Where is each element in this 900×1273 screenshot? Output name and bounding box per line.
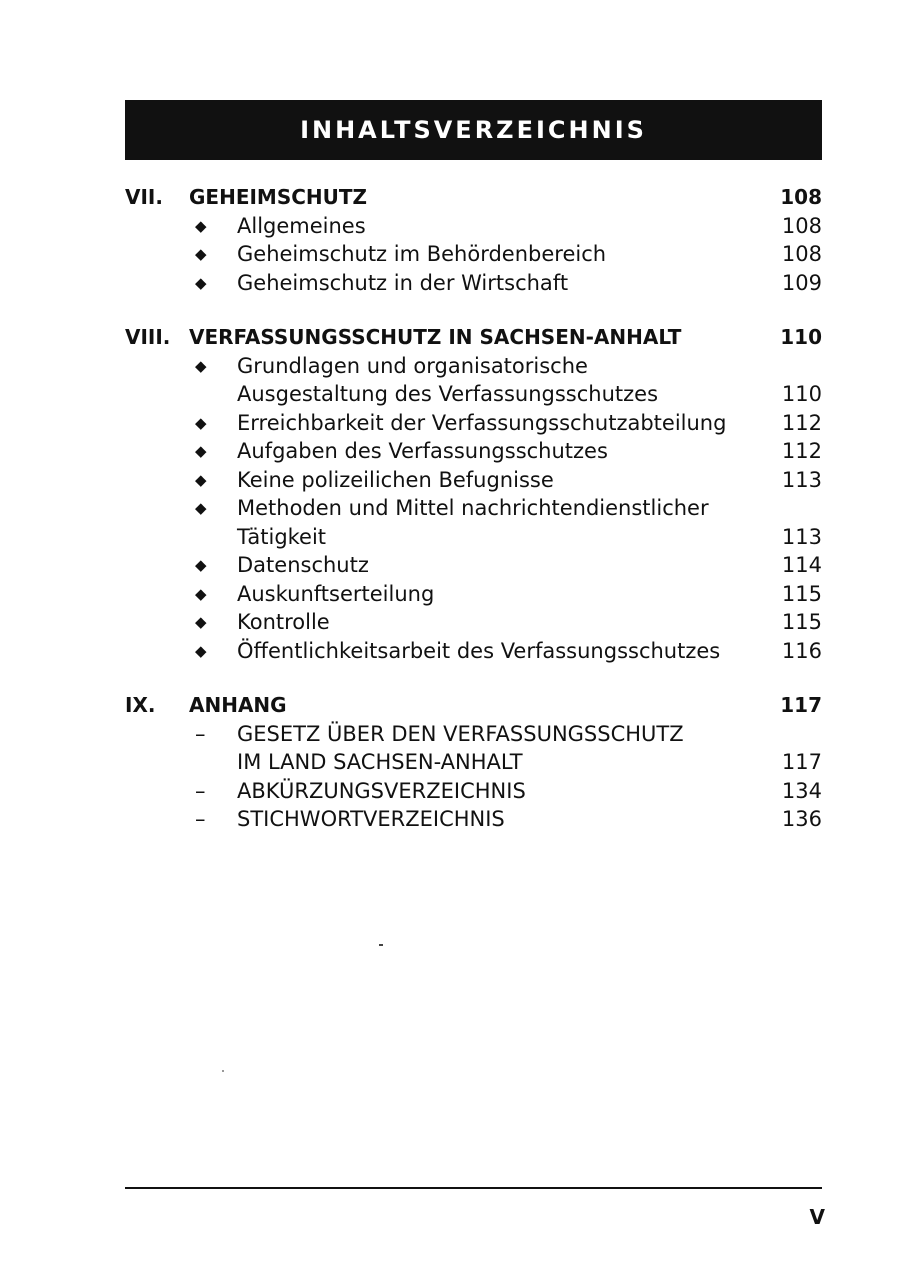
- section-page-number: 117: [780, 693, 822, 717]
- entry-line: [125, 380, 762, 409]
- entry-text: [125, 494, 762, 551]
- diamond-bullet-icon: ◆: [195, 613, 207, 631]
- entry-label: Tätigkeit: [237, 524, 327, 549]
- toc-section: [125, 183, 822, 297]
- entry-line: [125, 551, 762, 580]
- diamond-bullet-icon: ◆: [195, 413, 207, 432]
- section-title: ANHANG: [189, 693, 287, 717]
- toc-entry[interactable]: [125, 409, 822, 438]
- entry-label: Allgemeines: [237, 213, 366, 238]
- entry-page-number: 116: [781, 638, 822, 663]
- entry-text: [125, 212, 762, 241]
- entry-label: IM LAND SACHSEN-ANHALT: [237, 750, 523, 774]
- entry-label: Kontrolle: [237, 610, 330, 634]
- entry-page-number: 113: [781, 467, 822, 492]
- toc-entry[interactable]: [125, 805, 822, 834]
- entry-text: [125, 466, 762, 495]
- entry-text: [125, 240, 762, 269]
- entry-text: [125, 637, 762, 666]
- entry-line: [125, 494, 762, 523]
- entry-label: Auskunftserteilung: [237, 581, 435, 606]
- diamond-bullet-icon: ◆: [195, 216, 207, 235]
- table-of-contents: [125, 183, 822, 860]
- entry-line: [125, 409, 762, 438]
- toc-entry[interactable]: [125, 240, 822, 269]
- dash-icon: –: [195, 778, 206, 803]
- entry-page-number: 117: [781, 750, 822, 774]
- entry-text: [125, 580, 762, 609]
- indent-spacer: [125, 748, 237, 777]
- toc-entry[interactable]: [125, 437, 822, 466]
- entry-page-number: 112: [781, 439, 822, 463]
- toc-entry[interactable]: [125, 352, 822, 409]
- entry-line: [125, 608, 762, 637]
- toc-entry[interactable]: [125, 777, 822, 806]
- dash-icon: –: [195, 721, 206, 746]
- toc-entry[interactable]: [125, 551, 822, 580]
- scan-speck: [222, 1070, 224, 1072]
- entry-label: Geheimschutz in der Wirtschaft: [237, 270, 569, 295]
- entry-page-number: 110: [781, 382, 822, 406]
- entry-label: STICHWORTVERZEICHNIS: [237, 807, 505, 831]
- indent-spacer: [125, 523, 237, 552]
- entry-line: [125, 240, 762, 269]
- diamond-bullet-icon: ◆: [195, 442, 207, 460]
- scan-speck: [379, 944, 383, 946]
- toc-section: [125, 323, 822, 665]
- entry-line: [125, 437, 762, 466]
- diamond-bullet-icon: ◆: [195, 273, 207, 292]
- toc-entry[interactable]: [125, 269, 822, 298]
- entry-text: [125, 805, 762, 834]
- entry-page-number: 113: [781, 524, 822, 549]
- entry-page-number: 109: [781, 270, 822, 295]
- diamond-bullet-icon: ◆: [195, 356, 207, 375]
- entry-line: [125, 212, 762, 241]
- toc-section-heading[interactable]: [125, 323, 822, 352]
- entry-label: Methoden und Mittel nachrichtendienstlicher: [237, 496, 709, 520]
- entry-label: Ausgestaltung des Verfassungsschutzes: [237, 382, 659, 406]
- entry-text: [125, 352, 762, 409]
- entry-line: [125, 748, 762, 777]
- entry-label: Öffentlichkeitsarbeit des Verfassungsschutzes: [237, 638, 721, 663]
- entry-line: [125, 269, 762, 298]
- diamond-bullet-icon: ◆: [195, 245, 207, 263]
- entry-line: [125, 805, 762, 834]
- toc-entry[interactable]: [125, 466, 822, 495]
- page-number: V: [809, 1205, 825, 1229]
- section-title: VERFASSUNGSSCHUTZ IN SACHSEN-ANHALT: [189, 325, 682, 349]
- diamond-bullet-icon: ◆: [195, 470, 207, 489]
- section-number: VIII.: [125, 325, 171, 349]
- entry-label: ABKÜRZUNGSVERZEICHNIS: [237, 778, 526, 803]
- entry-page-number: 108: [781, 242, 822, 266]
- entry-page-number: 115: [781, 581, 822, 606]
- toc-entry[interactable]: [125, 608, 822, 637]
- entry-page-number: 136: [781, 807, 822, 831]
- diamond-bullet-icon: ◆: [195, 499, 207, 517]
- entry-text: [125, 777, 762, 806]
- toc-section: [125, 691, 822, 834]
- entry-page-number: 134: [781, 778, 822, 803]
- indent-spacer: [125, 380, 237, 409]
- entry-text: [125, 551, 762, 580]
- entry-label: Geheimschutz im Behördenbereich: [237, 242, 607, 266]
- entry-page-number: 108: [781, 213, 822, 238]
- section-number: VII.: [125, 185, 163, 209]
- section-page-number: 110: [780, 325, 822, 349]
- toc-entry[interactable]: [125, 212, 822, 241]
- diamond-bullet-icon: ◆: [195, 584, 207, 603]
- entry-label: GESETZ ÜBER DEN VERFASSUNGSSCHUTZ: [237, 721, 684, 746]
- entry-page-number: 112: [781, 410, 822, 435]
- section-number: IX.: [125, 693, 156, 717]
- toc-entry[interactable]: [125, 494, 822, 551]
- entry-label: Erreichbarkeit der Verfassungsschutzabteilung: [237, 410, 727, 435]
- entry-text: [125, 608, 762, 637]
- toc-section-heading[interactable]: [125, 183, 822, 212]
- dash-icon: –: [195, 807, 206, 831]
- entry-label: Grundlagen und organisatorische: [237, 353, 588, 378]
- entry-page-number: 114: [781, 553, 822, 577]
- diamond-bullet-icon: ◆: [195, 641, 207, 660]
- entry-text: [125, 409, 762, 438]
- entry-text: [125, 269, 762, 298]
- entry-text: [125, 437, 762, 466]
- section-title: GEHEIMSCHUTZ: [189, 185, 368, 209]
- entry-page-number: 115: [781, 610, 822, 634]
- diamond-bullet-icon: ◆: [195, 556, 207, 574]
- toc-entry[interactable]: [125, 580, 822, 609]
- entry-line: [125, 580, 762, 609]
- entry-text: [125, 720, 762, 777]
- toc-entry[interactable]: [125, 637, 822, 666]
- entry-line: [125, 523, 762, 552]
- toc-section-heading[interactable]: [125, 691, 822, 720]
- entry-line: [125, 720, 762, 749]
- section-page-number: 108: [780, 185, 822, 209]
- entry-line: [125, 466, 762, 495]
- entry-label: Datenschutz: [237, 553, 369, 577]
- footer-divider: [125, 1187, 822, 1189]
- entry-line: [125, 637, 762, 666]
- toc-entry[interactable]: [125, 720, 822, 777]
- entry-label: Aufgaben des Verfassungsschutzes: [237, 439, 608, 463]
- entry-line: [125, 352, 762, 381]
- toc-header: [125, 100, 822, 160]
- entry-label: Keine polizeilichen Befugnisse: [237, 467, 554, 492]
- toc-title: INHALTSVERZEICHNIS: [300, 116, 647, 144]
- entry-line: [125, 777, 762, 806]
